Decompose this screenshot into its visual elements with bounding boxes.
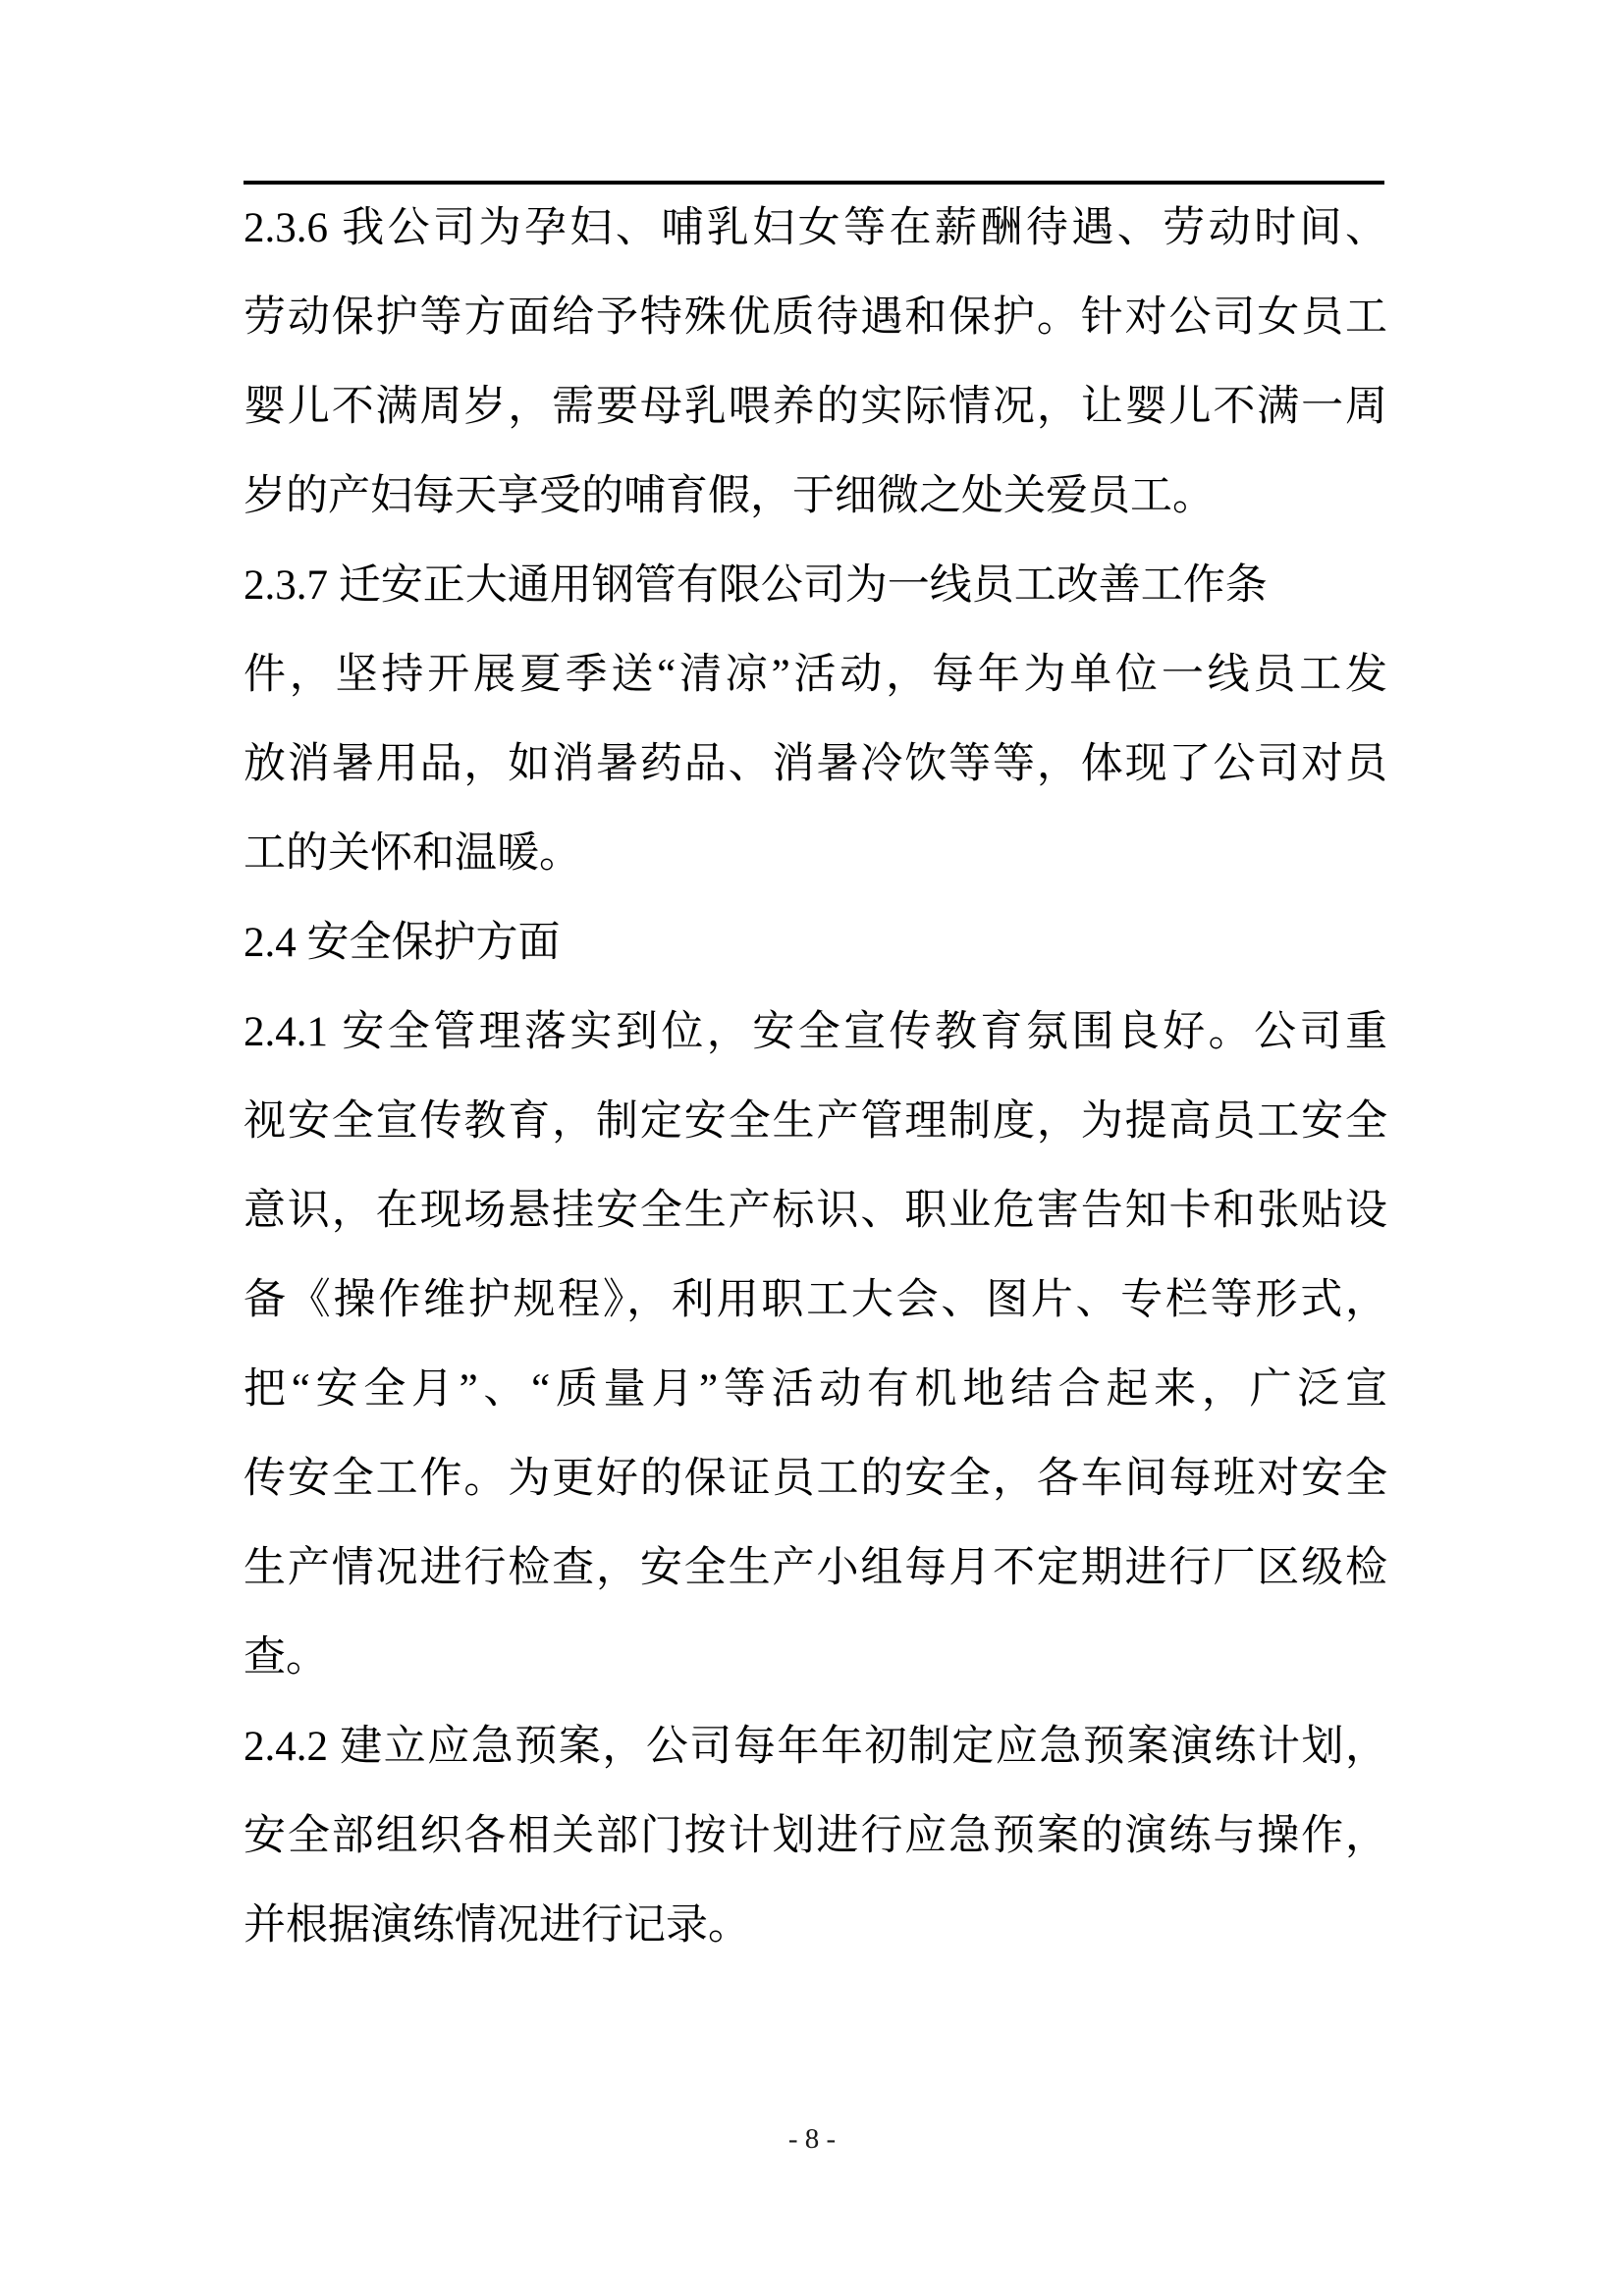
text-line: 2.3.7 迁安正大通用钢管有限公司为一线员工改善工作条 bbox=[244, 562, 1268, 609]
text-line: 婴儿不满周岁，需要母乳喂养的实际情况，让婴儿不满一周 bbox=[244, 384, 1387, 430]
text-line: 工的关怀和温暖。 bbox=[244, 830, 581, 877]
text-line: 劳动保护等方面给予特殊优质待遇和保护。针对公司女员工 bbox=[244, 294, 1387, 341]
text-line: 件，坚持开展夏季送“清凉”活动，每年为单位一线员工发 bbox=[244, 652, 1387, 698]
text-line: 查。 bbox=[244, 1634, 328, 1681]
page-number: - 8 - bbox=[787, 2123, 837, 2155]
text-line: 传安全工作。为更好的保证员工的安全，各车间每班对安全 bbox=[244, 1456, 1387, 1502]
text-line: 视安全宣传教育，制定安全生产管理制度，为提高员工安全 bbox=[244, 1098, 1387, 1145]
text-line: 把“安全月”、“质量月”等活动有机地结合起来，广泛宣 bbox=[244, 1366, 1387, 1413]
text-line: 2.4.2 建立应急预案，公司每年年初制定应急预案演练计划， bbox=[244, 1724, 1387, 1770]
text-line: 意识，在现场悬挂安全生产标识、职业危害告知卡和张贴设 bbox=[244, 1188, 1387, 1234]
document-body bbox=[244, 184, 1387, 1970]
text-line: 2.4.1 安全管理落实到位，安全宣传教育氛围良好。公司重 bbox=[244, 1009, 1387, 1055]
text-line: 岁的产妇每天享受的哺育假，于细微之处关爱员工。 bbox=[244, 473, 1215, 519]
text-line: 放消暑用品，如消暑药品、消暑冷饮等等，体现了公司对员 bbox=[244, 741, 1387, 787]
text-line: 备《操作维护规程》，利用职工大会、图片、专栏等形式， bbox=[244, 1277, 1387, 1323]
text-line: 2.4 安全保护方面 bbox=[244, 920, 561, 966]
text-line: 安全部组织各相关部门按计划进行应急预案的演练与操作， bbox=[244, 1813, 1387, 1859]
text-line: 生产情况进行检查，安全生产小组每月不定期进行厂区级检 bbox=[244, 1545, 1387, 1591]
text-line: 2.3.6 我公司为孕妇、哺乳妇女等在薪酬待遇、劳动时间、 bbox=[244, 205, 1387, 251]
text-line: 并根据演练情况进行记录。 bbox=[244, 1902, 750, 1949]
